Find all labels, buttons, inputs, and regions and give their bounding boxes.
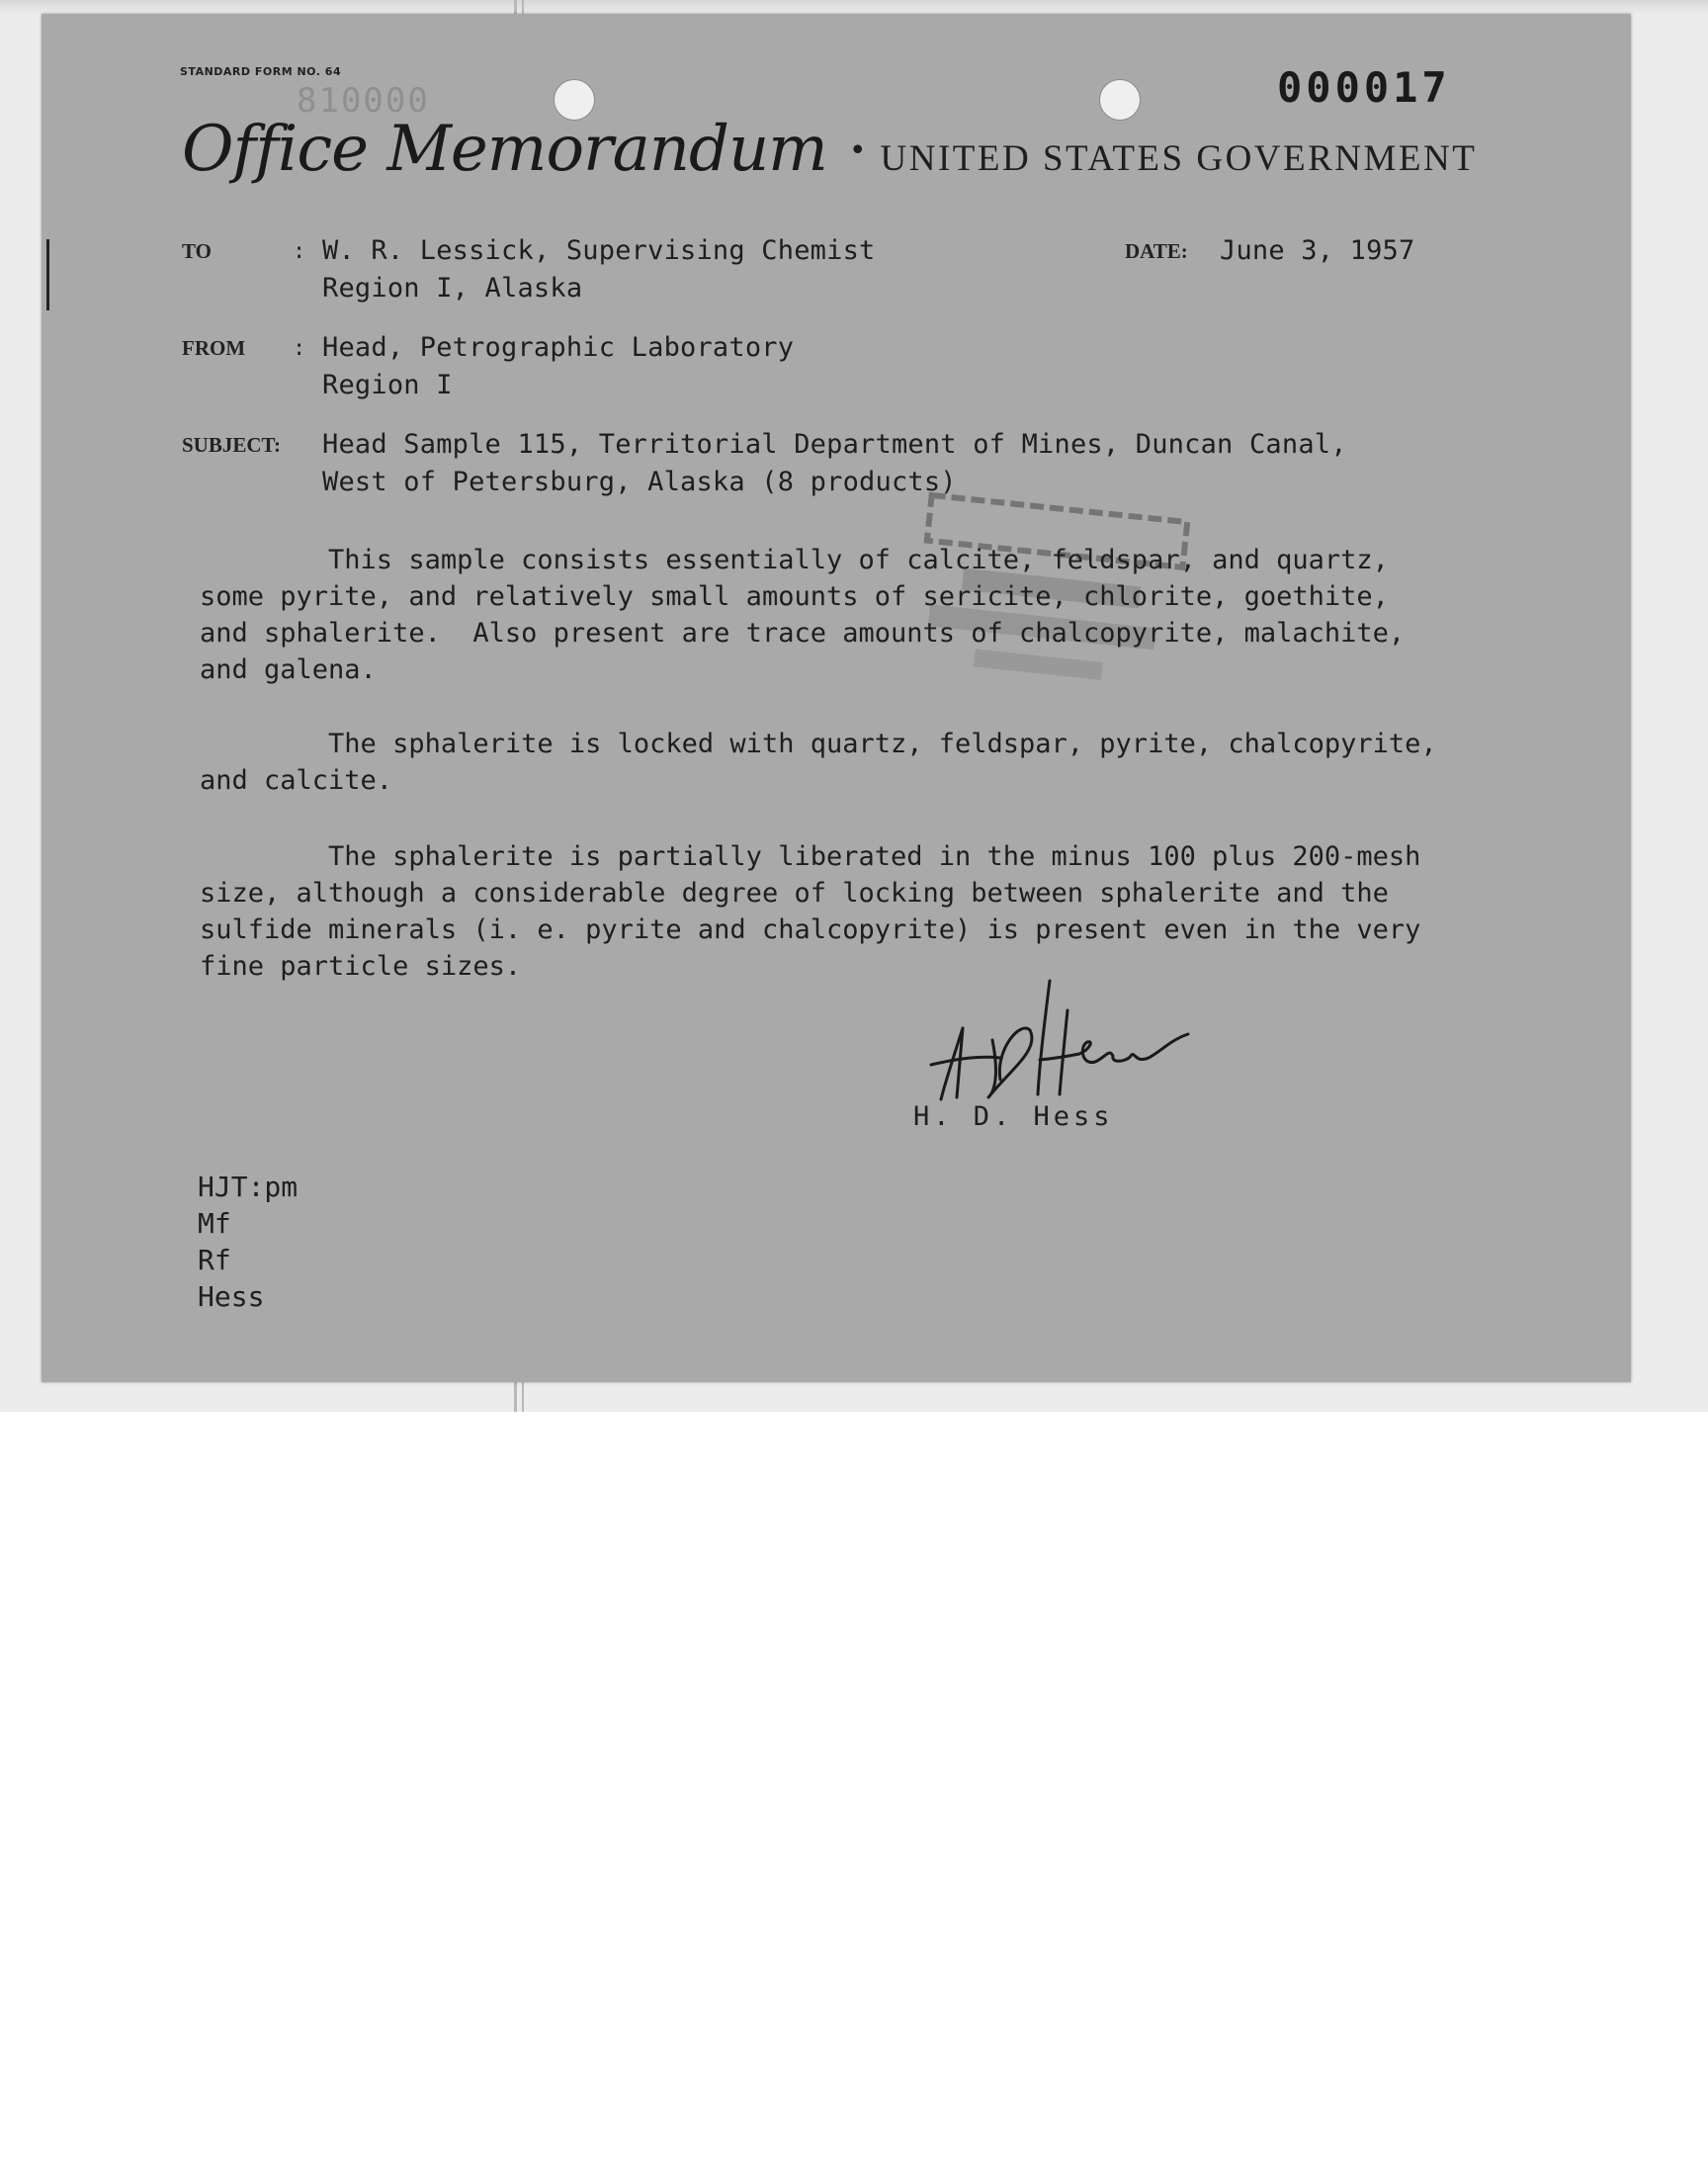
memo-sheet — [42, 14, 1631, 1382]
date-label: DATE: — [1125, 239, 1188, 263]
initials-line: HJT:pm — [198, 1171, 299, 1203]
body-paragraph: The sphalerite is locked with quartz, feldspar, pyrite, chalcopyrite, and calcite. — [200, 729, 1437, 796]
from-region: Region I — [322, 370, 453, 400]
to-label: TO — [182, 239, 212, 263]
handwritten-signature — [901, 971, 1218, 1119]
distribution-initials — [198, 1169, 298, 1315]
to-colon: : — [293, 239, 306, 264]
form-number: STANDARD FORM NO. 64 — [180, 65, 342, 78]
masthead — [182, 113, 1605, 186]
signer-name: H. D. Hess — [913, 1101, 1114, 1132]
organization-name: UNITED STATES GOVERNMENT — [880, 138, 1478, 179]
margin-mark — [46, 239, 49, 310]
date-value: June 3, 1957 — [1220, 235, 1415, 266]
to-recipient: W. R. Lessick, Supervising Chemist — [322, 235, 876, 266]
subject-line: Head Sample 115, Territorial Department of Mines, Duncan Canal, — [322, 429, 1347, 460]
subject-label: SUBJECT: — [182, 433, 281, 457]
scan-edge-shade — [0, 0, 1708, 14]
from-label: FROM — [182, 336, 246, 360]
subject-line: West of Petersburg, Alaska (8 products) — [322, 467, 957, 497]
title-separator: • — [848, 133, 867, 168]
memo-title: Office Memorandum — [182, 113, 827, 186]
initials-line: Hess — [198, 1280, 265, 1313]
to-region: Region I, Alaska — [322, 273, 583, 304]
faded-stamp-number: 810000 — [297, 81, 430, 121]
from-sender: Head, Petrographic Laboratory — [322, 332, 795, 363]
document-number: 000017 — [1277, 63, 1451, 112]
body-paragraph: This sample consists essentially of calcite, feldspar, and quartz, some pyrite, and relatively small amounts of sericite, chlorite, goethite, and sphalerite. Also present are trace amounts of chalcopyrite, malachite, and galena. — [200, 545, 1406, 685]
from-colon: : — [293, 336, 306, 361]
body-paragraph: The sphalerite is partially liberated in the minus 100 plus 200-mesh size, although a considerable degree of locking between sphalerite and the sulfide minerals (i. e. pyrite and chalcopyrite) is present even in the very fine particle sizes. — [200, 841, 1421, 982]
initials-line: Mf — [198, 1207, 231, 1240]
initials-line: Rf — [198, 1244, 231, 1276]
